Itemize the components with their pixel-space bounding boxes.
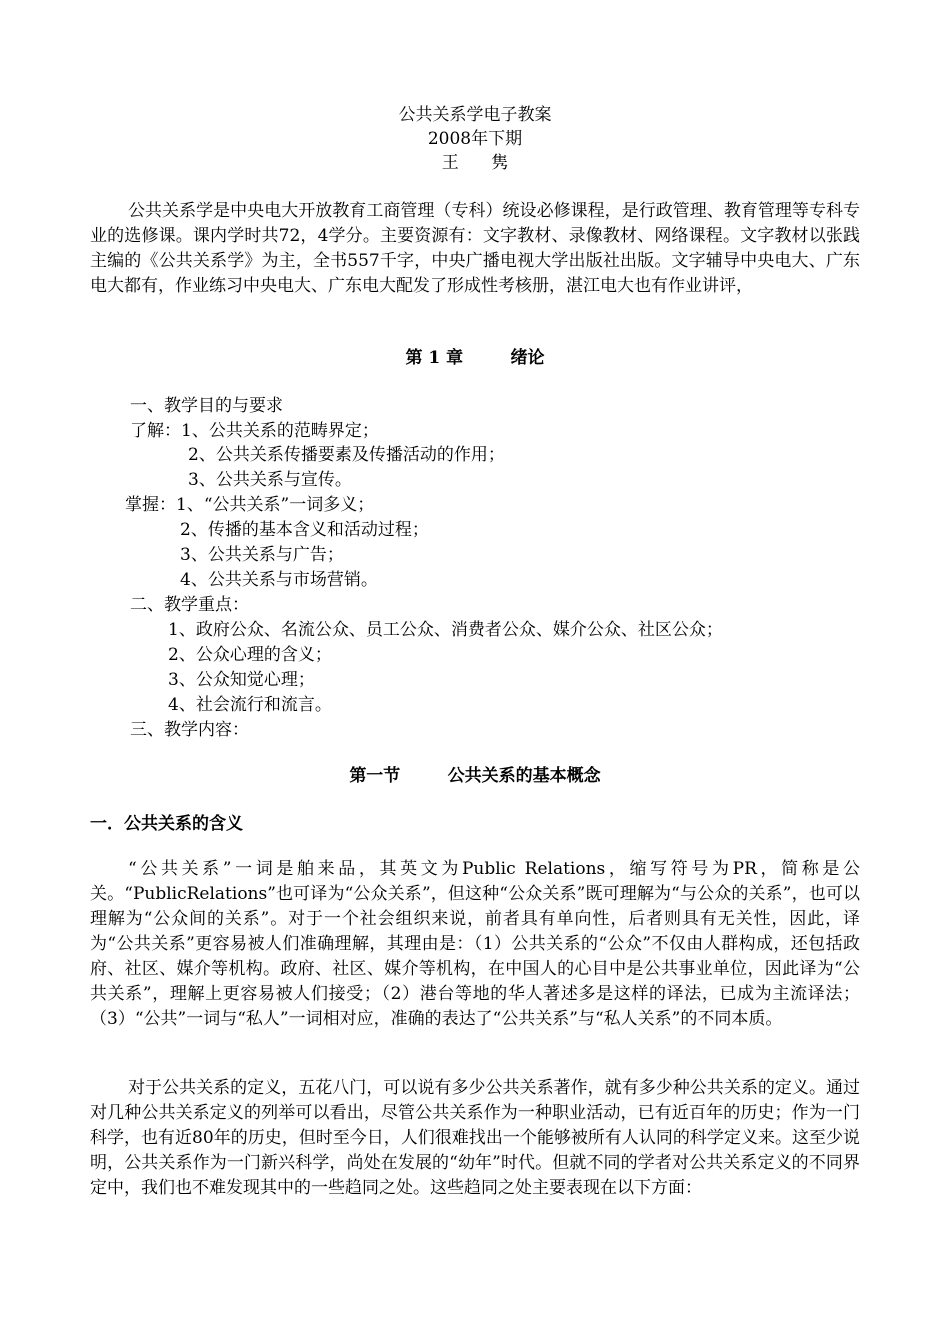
definition-paragraph-1: “公共关系”一词是舶来品，其英文为Public Relations，缩写符号为PR，简称是公关。“PublicRelations”也可译为“公众关系”，但这种“公众关系”既可理解为“与公众的关系”，也可以理解为“公众间的关系”。对于一个社会组织来说，前者具有单向性，后者则具有无关性，因此，译为“公共关系”更容易被人们准确理解，其理由是：（1）公共关系的“公众”不仅由人群构成，还包括政府、社区、媒介等机构。政府、社区、媒介等机构，在中国人的心目中是公共事业单位，因此译为“公共关系”，理解上更容易被人们接受；（2）港台等地的华人著述多是这样的译法，已成为主流译法；（3）“公共”一词与“私人”一词相对应，准确的表达了“公共关系”与“私人关系”的不同本质。 bbox=[90, 859, 860, 1029]
understand-item-1: 了解：1、公共关系的范畴界定； bbox=[130, 421, 379, 441]
chapter-heading: 第 1 章 绪论 bbox=[405, 348, 545, 368]
key-point-2: 2、公众心理的含义； bbox=[168, 645, 332, 665]
document-author: 王 隽 bbox=[441, 153, 509, 173]
goals-heading: 一、教学目的与要求 bbox=[130, 396, 283, 416]
key-points-heading: 二、教学重点： bbox=[130, 595, 249, 615]
master-item-2: 2、传播的基本含义和活动过程； bbox=[180, 520, 429, 540]
key-point-1: 1、政府公众、名流公众、员工公众、消费者公众、媒介公众、社区公众； bbox=[168, 620, 723, 640]
master-item-3: 3、公共关系与广告； bbox=[180, 545, 344, 565]
document-term: 2008年下期 bbox=[427, 129, 523, 149]
master-item-4: 4、公共关系与市场营销。 bbox=[180, 570, 378, 590]
master-item-1: 掌握：1、“公共关系”一词多义； bbox=[125, 495, 375, 515]
document-title: 公共关系学电子教案 bbox=[398, 105, 552, 125]
key-point-4: 4、社会流行和流言。 bbox=[168, 695, 332, 715]
understand-item-3: 3、公共关系与宣传。 bbox=[188, 470, 352, 490]
understand-item-2: 2、公共关系传播要素及传播活动的作用； bbox=[188, 445, 505, 465]
content-heading: 三、教学内容： bbox=[130, 720, 249, 740]
subsection-heading: 一．公共关系的含义 bbox=[90, 814, 243, 834]
definition-paragraph-2: 对于公共关系的定义，五花八门，可以说有多少公共关系著作，就有多少种公共关系的定义。通过对几种公共关系定义的列举可以看出，尽管公共关系作为一种职业活动，已有近百年的历史；作为一门科学，也有近80年的历史，但时至今日，人们很难找出一个能够被所有人认同的科学定义来。这至少说明，公共关系作为一门新兴科学，尚处在发展的“幼年”时代。但就不同的学者对公共关系定义的不同界定中，我们也不难发现其中的一些趋同之处。这些趋同之处主要表现在以下方面： bbox=[90, 1078, 860, 1198]
key-point-3: 3、公众知觉心理； bbox=[168, 670, 315, 690]
intro-paragraph: 公共关系学是中央电大开放教育工商管理（专科）统设必修课程，是行政管理、教育管理等专科专业的选修课。课内学时共72，4学分。主要资源有：文字教材、录像教材、网络课程。文字教材以张践主编的《公共关系学》为主，全书557千字，中央广播电视大学出版社出版。文字辅导中央电大、广东电大都有，作业练习中央电大、广东电大配发了形成性考核册，湛江电大也有作业讲评， bbox=[90, 201, 860, 296]
section-heading: 第一节 公共关系的基本概念 bbox=[349, 766, 601, 786]
